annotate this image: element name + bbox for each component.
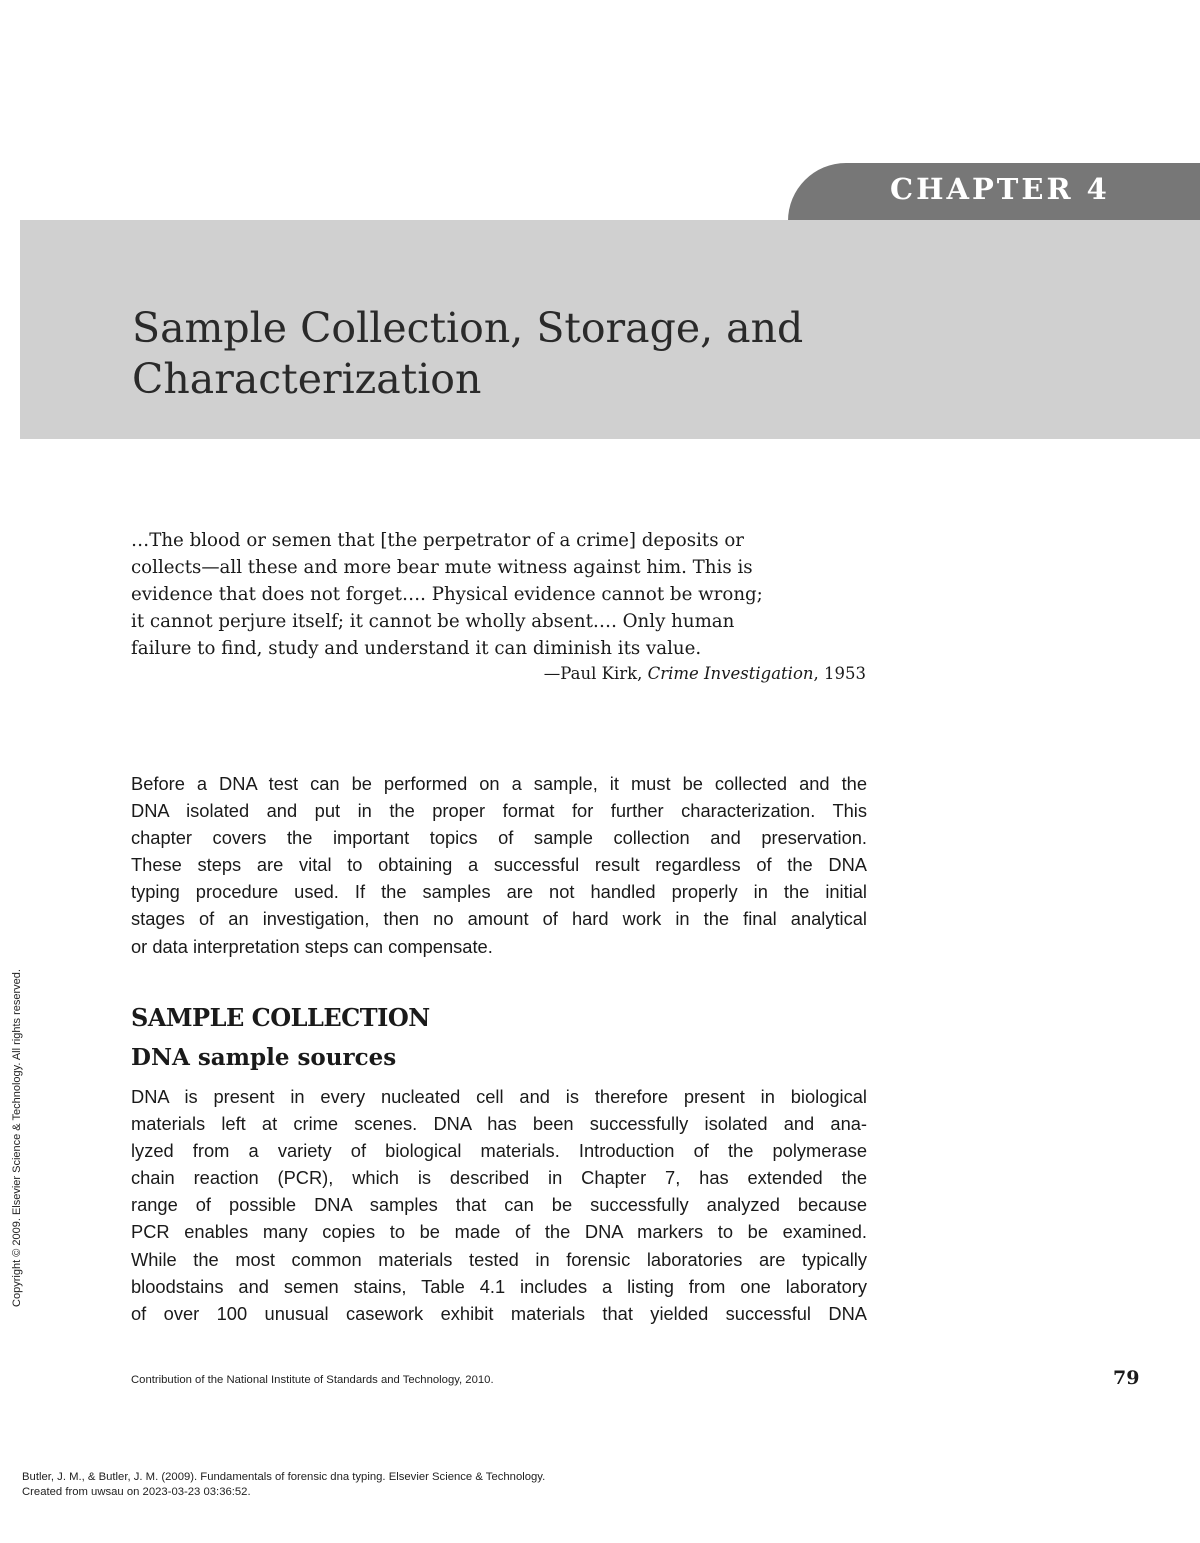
chapter-title-line: Sample Collection, Storage, and bbox=[132, 304, 804, 352]
paragraph-line: chain reaction (PCR), which is described in Chapter 7, has extended the bbox=[131, 1167, 867, 1189]
paragraph-line: of over 100 unusual casework exhibit materials that yielded successful DNA bbox=[131, 1302, 867, 1324]
epigraph-line: collects—all these and more bear mute witness against him. This is bbox=[131, 557, 753, 578]
attribution-author: —Paul Kirk, bbox=[543, 664, 648, 683]
paragraph-line: lyzed from a variety of biological materials. Introduction of the polymerase bbox=[131, 1140, 867, 1162]
epigraph-line: failure to find, study and understand it can diminish its value. bbox=[131, 638, 702, 659]
section-heading: SAMPLE COLLECTION bbox=[131, 1003, 430, 1032]
body-paragraph bbox=[131, 1083, 867, 1327]
epigraph-line: it cannot perjure itself; it cannot be wholly absent…. Only human bbox=[131, 611, 735, 632]
subsection-heading: DNA sample sources bbox=[131, 1044, 397, 1071]
paragraph-line: range of possible DNA samples that can be successfully analyzed because bbox=[131, 1194, 867, 1216]
chapter-title bbox=[132, 303, 803, 405]
epigraph-line: evidence that does not forget…. Physical evidence cannot be wrong; bbox=[131, 584, 763, 605]
paragraph-line: materials left at crime scenes. DNA has been successfully isolated and ana- bbox=[131, 1113, 867, 1135]
paragraph-line: PCR enables many copies to be made of the DNA markers to be examined. bbox=[131, 1221, 867, 1243]
paragraph-line: bloodstains and semen stains, Table 4.1 includes a listing from one laboratory bbox=[131, 1275, 867, 1297]
epigraph-line: …The blood or semen that [the perpetrator of a crime] deposits or bbox=[131, 530, 744, 551]
intro-paragraph bbox=[131, 770, 867, 960]
paragraph-line: or data interpretation steps can compensate. bbox=[131, 935, 493, 957]
citation-line: Created from uwsau on 2023-03-23 03:36:52. bbox=[22, 1486, 251, 1498]
paragraph-line: While the most common materials tested in forensic laboratories are typically bbox=[131, 1248, 867, 1270]
paragraph-line: stages of an investigation, then no amount of hard work in the final analytical bbox=[131, 908, 867, 930]
paragraph-line: chapter covers the important topics of sample collection and preservation. bbox=[131, 827, 867, 849]
epigraph-attribution bbox=[544, 664, 866, 683]
citation-line: Butler, J. M., & Butler, J. M. (2009). Fundamentals of forensic dna typing. Elsevier Science & Technology. bbox=[22, 1471, 546, 1483]
chapter-title-line: Characterization bbox=[132, 355, 482, 403]
attribution-work: Crime Investigation bbox=[647, 664, 814, 683]
epigraph bbox=[131, 527, 871, 662]
paragraph-line: typing procedure used. If the samples are not handled properly in the initial bbox=[131, 881, 867, 903]
copyright-notice: Copyright © 2009. Elsevier Science & Technology. All rights reserved. bbox=[11, 969, 23, 1307]
chapter-label: CHAPTER 4 bbox=[890, 172, 1110, 206]
paragraph-line: DNA isolated and put in the proper format for further characterization. This bbox=[131, 800, 867, 822]
paragraph-line: DNA is present in every nucleated cell and is therefore present in biological bbox=[131, 1086, 867, 1107]
page-number: 79 bbox=[1113, 1367, 1140, 1389]
attribution-year: , 1953 bbox=[813, 664, 866, 683]
footnote: Contribution of the National Institute of Standards and Technology, 2010. bbox=[131, 1374, 494, 1386]
paragraph-line: Before a DNA test can be performed on a sample, it must be collected and the bbox=[131, 773, 867, 794]
citation bbox=[22, 1470, 545, 1500]
paragraph-line: These steps are vital to obtaining a successful result regardless of the DNA bbox=[131, 854, 867, 876]
